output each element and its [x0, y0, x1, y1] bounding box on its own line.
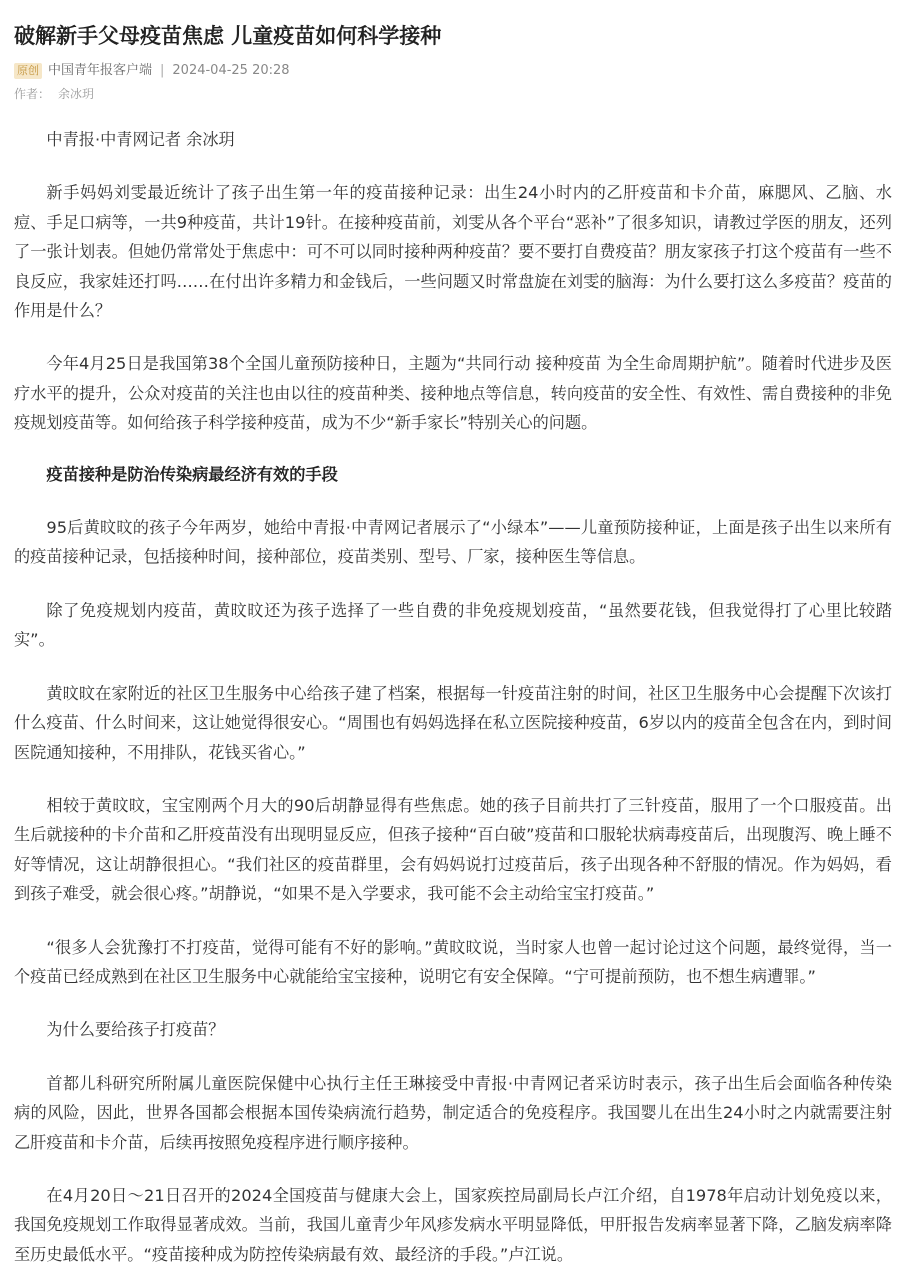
section-subheading: 为什么要给孩子打疫苗？: [46, 1020, 225, 1040]
original-badge: 原创: [14, 63, 42, 79]
section-heading: 疫苗接种是防治传染病最经济有效的手段: [46, 464, 338, 484]
paragraph: 今年4月25日是我国第38个全国儿童预防接种日，主题为“共同行动 接种疫苗 为全生命周期护航”。随着时代进步及医疗水平的提升，公众对疫苗的关注也由以往的疫苗种类、接种地点等信息，转向疫苗的安全性、有效性、需自费接种的非免疫规划疫苗等。如何给孩子科学接种疫苗，成为不少“新手家长”特别关心的问题。: [14, 354, 892, 433]
paragraph: 黄旼旼在家附近的社区卫生服务中心给孩子建了档案，根据每一针疫苗注射的时间，社区卫生服务中心会提醒下次该打什么疫苗、什么时间来，这让她觉得很安心。“周围也有妈妈选择在私立医院接种疫苗，6岁以内的疫苗全包含在内，到时间医院通知接种，不用排队，花钱买省心。”: [14, 683, 892, 762]
article-meta: [14, 62, 894, 80]
paragraph: 新手妈妈刘雯最近统计了孩子出生第一年的疫苗接种记录：出生24小时内的乙肝疫苗和卡介苗，麻腮风、乙脑、水痘、手足口病等，一共9种疫苗，共计19针。在接种疫苗前，刘雯从各个平台“恶补”了很多知识，请教过学医的朋友，还列了一张计划表。但她仍常常处于焦虑中：可不可以同时接种两种疫苗？要不要打自费疫苗？朋友家孩子打这个疫苗有一些不良反应，我家娃还打吗……在付出许多精力和金钱后，一些问题又时常盘旋在刘雯的脑海：为什么要打这么多疫苗？疫苗的作用是什么？: [14, 183, 892, 321]
publish-date: 2024-04-25 20:28: [172, 63, 290, 78]
author-label: 作者：: [14, 87, 51, 101]
paragraph: “很多人会犹豫打不打疫苗，觉得可能有不好的影响。”黄旼旼说，当时家人也曾一起讨论过这个问题，最终觉得，当一个疫苗已经成熟到在社区卫生服务中心就能给宝宝接种，说明它有安全保障。“宁可提前预防，也不想生病遭罪。”: [14, 937, 892, 986]
author-line: [14, 85, 894, 103]
paragraph: 除了免疫规划内疫苗，黄旼旼还为孩子选择了一些自费的非免疫规划疫苗，“虽然要花钱，但我觉得打了心里比较踏实”。: [14, 600, 892, 650]
source-link[interactable]: 中国青年报客户端: [48, 63, 153, 78]
author-name: 余冰玥: [58, 87, 95, 101]
meta-separator: |: [160, 63, 165, 78]
paragraph: 在4月20日～21日召开的2024全国疫苗与健康大会上，国家疾控局副局长卢江介绍，自1978年启动计划免疫以来，我国免疫规划工作取得显著成效。当前，我国儿童青少年风疹发病水平明显降低，甲肝报告发病率显著下降，乙脑发病率降至历史最低水平。“疫苗接种成为防控传染病最有效、最经济的手段。”卢江说。: [14, 1185, 892, 1264]
paragraph: 95后黄旼旼的孩子今年两岁，她给中青报·中青网记者展示了“小绿本”——儿童预防接种证，上面是孩子出生以来所有的疫苗接种记录，包括接种时间，接种部位，疫苗类别、型号、厂家，接种医生等信息。: [14, 518, 892, 567]
paragraph: 首都儿科研究所附属儿童医院保健中心执行主任王琳接受中青报·中青网记者采访时表示，孩子出生后会面临各种传染病的风险，因此，世界各国都会根据本国传染病流行趋势，制定适合的免疫程序。我国婴儿在出生24小时之内就需要注射乙肝疫苗和卡介苗，后续再按照免疫程序进行顺序接种。: [14, 1073, 892, 1152]
article-title: 破解新手父母疫苗焦虑 儿童疫苗如何科学接种: [14, 24, 442, 48]
article-body: [14, 125, 894, 1269]
paragraph: 相较于黄旼旼，宝宝刚两个月大的90后胡静显得有些焦虑。她的孩子目前共打了三针疫苗，服用了一个口服疫苗。出生后就接种的卡介苗和乙肝疫苗没有出现明显反应，但孩子接种“百白破”疫苗和口服轮状病毒疫苗后，出现腹泻、晚上睡不好等情况，这让胡静很担心。“我们社区的疫苗群里，会有妈妈说打过疫苗后，孩子出现各种不舒服的情况。作为妈妈，看到孩子难受，就会很心疼。”胡静说，“如果不是入学要求，我可能不会主动给宝宝打疫苗。”: [14, 795, 892, 904]
paragraph-byline: 中青报·中青网记者 余冰玥: [46, 130, 235, 149]
